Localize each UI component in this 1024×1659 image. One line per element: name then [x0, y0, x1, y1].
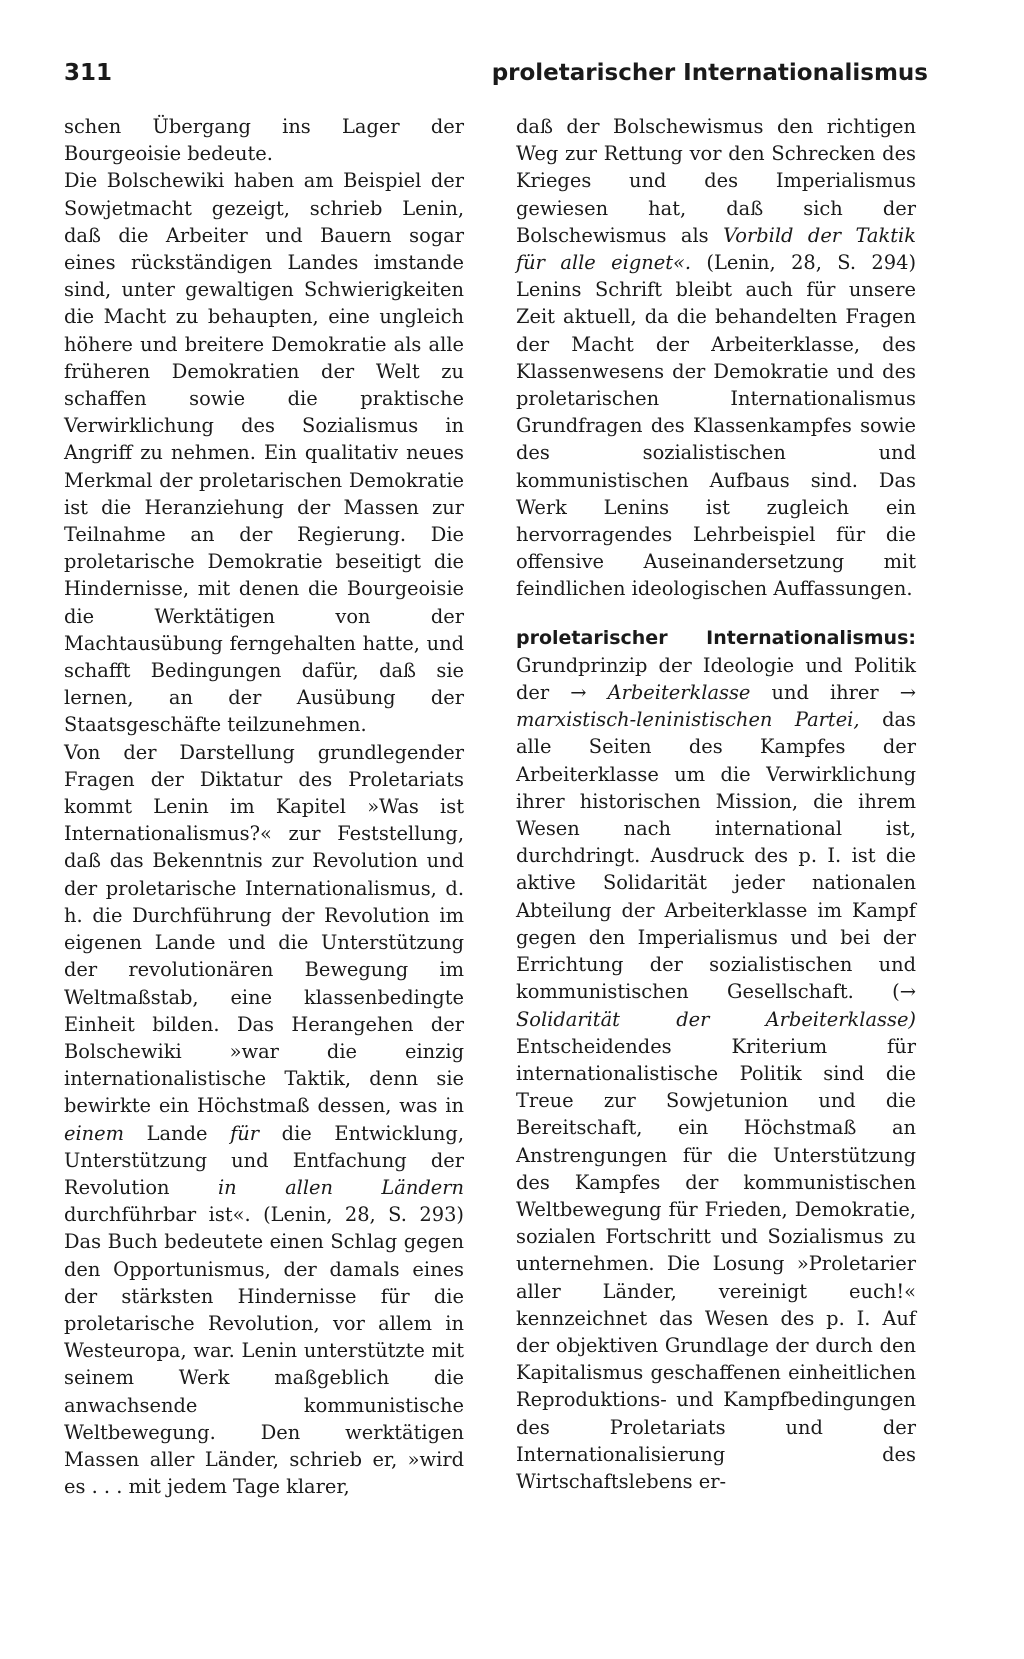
emphasis-fuer: für [230, 1121, 260, 1145]
running-title: proletarischer Internationalismus [491, 60, 928, 86]
paragraph-intro: schen Übergang ins Lager der Bourgeoisie bedeute. [64, 115, 464, 166]
text-run: Grundprinzip der Ideologie und Politik der → [516, 653, 916, 705]
emphasis-vorbild: Vorbild der Taktik für alle eignet«. [516, 223, 916, 275]
text-run: Entscheidendes Kriterium für internationalistische Politik sind die Treue zur Sowjetunion und die Bereitschaft, ein Höchstmaß an Anstrengungen für die Unterstützung des Kampfes der kommunistischen Weltbewegung für Frieden, Demokratie, sozialen Fortschritt und Sozialismus zu unternehmen. Die Losung »Proletarier aller Länder, vereinigt euch!« kennzeichnet das Wesen des p. I. Auf der objektiven Grundlage der durch den Kapitalismus geschaffenen einheitlichen Reproduktions- und Kampfbedingungen des Proletariats und der Internationalisierung des Wirtschaftslebens er- [516, 1034, 916, 1493]
entry-keyword: proletarischer Internationalismus: [516, 626, 916, 649]
text-run: Lande [146, 1121, 208, 1145]
text-run: daß der Bolschewismus den richtigen Weg zur Rettung vor den Schrecken des Krieges und des Imperialismus gewiesen hat, daß sich der Bolschewismus als [516, 115, 916, 247]
paragraph-internationalism [64, 739, 464, 1501]
dictionary-entry [516, 624, 916, 1496]
emphasis-einem: einem [64, 1121, 125, 1145]
left-column [64, 113, 464, 1500]
text-run: durchführbar ist«. (Lenin, 28, S. 293) Das Buch bedeutete einen Schlag gegen den Opportunismus, der damals eines der stärksten Hindernisse für die proletarische Revolution, vor allem in Westeuropa, war. Lenin unterstützte mit seinem Werk maßgeblich die anwachsende kommunistische Weltbewegung. Den werktätigen Massen aller Länder, schrieb er, »wird es . . . mit jedem Tage klarer, [64, 1203, 464, 1499]
cross-reference-solidaritaet: Solidarität der Arbeiterklasse) [516, 1007, 916, 1031]
page-number: 311 [64, 60, 113, 86]
cross-reference-arbeiterklasse: Arbeiterklasse [607, 681, 751, 705]
text-run: und ihrer → [771, 681, 916, 705]
cross-reference-partei: marxistisch-leninistischen Partei, [516, 708, 860, 732]
text-run: das alle Seiten des Kampfes der Arbeiterklasse um die Verwirklichung ihrer historischen Mission, die ihrem Wesen nach international ist, durchdringt. Ausdruck des p. I. ist die aktive Solidarität jeder nationalen Abteilung der Arbeiterklasse im Kampf gegen den Imperialismus und bei der Errichtung der sozialistischen und kommunistischen Gesellschaft. (→ [516, 708, 916, 1004]
emphasis-in-allen-laendern: in allen Ländern [217, 1175, 464, 1199]
text-run: die Entwicklung, Unterstützung und Entfachung der Revolution [64, 1121, 464, 1199]
right-column [516, 113, 916, 1495]
text-run: (Lenin, 28, S. 294) Lenins Schrift bleibt auch für unsere Zeit aktuell, da die behandelten Fragen der Macht der Arbeiterklasse, des Klassenwesens der Demokratie und des proletarischen Internationalismus Grundfragen des Klassenkampfes sowie des sozialistischen und kommunistischen Aufbaus sind. Das Werk Lenins ist zugleich ein hervorragendes Lehrbeispiel für die offensive Auseinandersetzung mit feindlichen ideologischen Auffassungen. [516, 251, 917, 601]
text-run: Von der Darstellung grundlegender Fragen der Diktatur des Proletariats kommt Lenin im Kapitel »Was ist Internationalismus?« zur Feststellung, daß das Bekenntnis zur Revolution und der proletarische Internationalismus, d. h. die Durchführung der Revolution im eigenen Lande und die Unterstützung der revolutionären Bewegung im Weltmaßstab, eine klassenbedingte Einheit bilden. Das Herangehen der Bolschewiki »war die einzig internationalistische Taktik, denn sie bewirkte ein Höchstmaß dessen, was in [64, 740, 464, 1118]
running-header [64, 60, 928, 94]
paragraph-democracy: Die Bolschewiki haben am Beispiel der Sowjetmacht gezeigt, schrieb Lenin, daß die Arbeiter und Bauern sogar eines rückständigen Landes imstande sind, unter gewaltigen Schwierigkeiten die Macht zu behaupten, eine ungleich höhere und breitere Demokratie als alle früheren Demokratien der Welt zu schaffen sowie die praktische Verwirklichung des Sozialismus in Angriff zu nehmen. Ein qualitativ neues Merkmal der proletarischen Demokratie ist die Heranziehung der Massen zur Teilnahme an der Regierung. Die proletarische Demokratie beseitigt die Hindernisse, mit denen die Bourgeoisie die Werktätigen von der Machtausübung ferngehalten hatte, und schafft Bedingungen dafür, daß sie lernen, an der Ausübung der Staatsgeschäfte teilzunehmen. [64, 169, 464, 737]
paragraph-continuation [516, 113, 916, 603]
